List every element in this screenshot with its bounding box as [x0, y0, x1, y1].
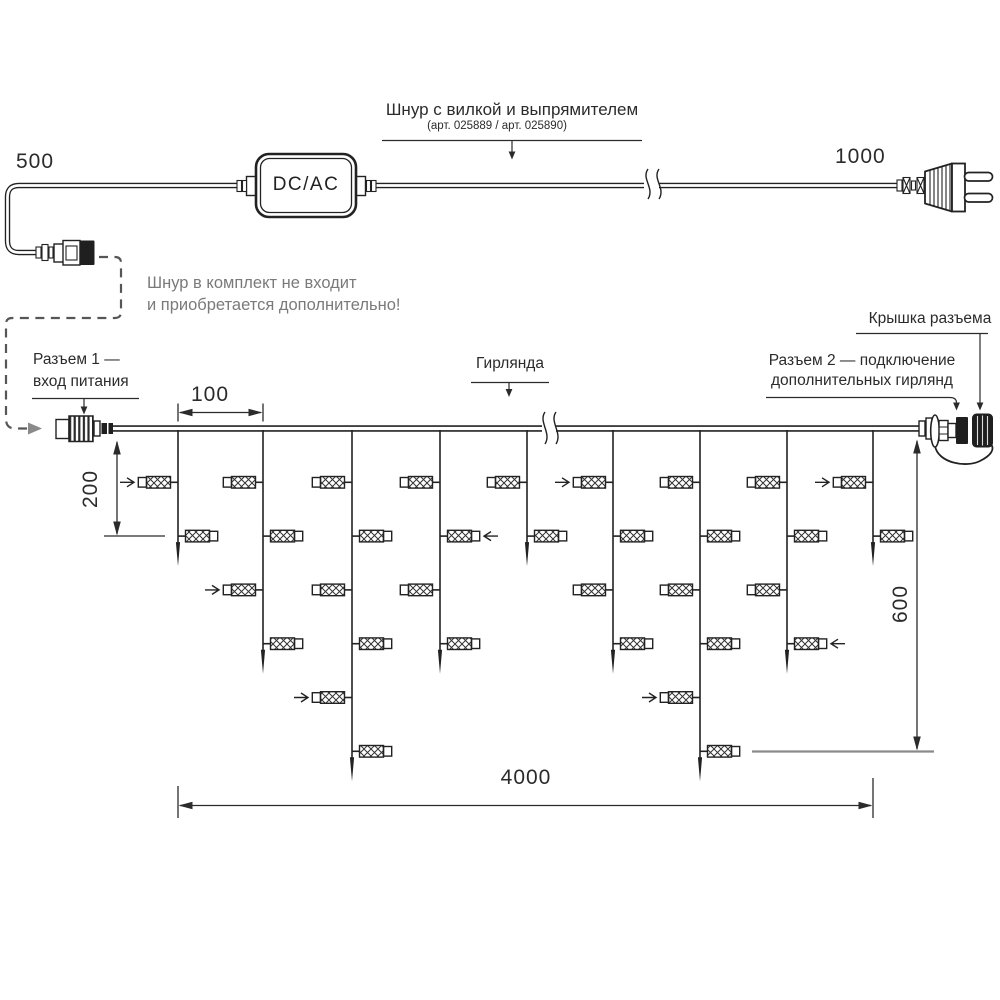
led-bulb: [496, 477, 520, 489]
dim-4000-label: 4000: [500, 766, 552, 789]
bulb-cap: [660, 693, 668, 703]
bulb-cap: [312, 478, 320, 488]
led-bulb: [669, 584, 693, 596]
led-bulb: [448, 638, 472, 650]
flash-arrow-icon: [120, 478, 134, 487]
cord-note-line2: и приобретается дополнительно!: [147, 296, 401, 314]
dim-200-label: 200: [79, 469, 102, 509]
led-bulb: [582, 477, 606, 489]
bulb-cap: [660, 478, 668, 488]
led-bulb: [669, 692, 693, 704]
led-bulb: [708, 746, 732, 758]
connector-cap: [972, 414, 993, 448]
bulb-cap: [400, 478, 408, 488]
wire-break-icon: [543, 412, 558, 444]
led-bulb: [621, 530, 645, 542]
garland-drop: [487, 430, 566, 566]
cord-subtitle: (арт. 025889 / арт. 025890): [427, 120, 567, 132]
cord-title: Шнур с вилкой и выпрямителем: [385, 100, 639, 119]
flash-arrow-icon: [642, 693, 656, 702]
power-cord-connector: [36, 241, 95, 266]
led-bulb: [186, 530, 210, 542]
bulb-cap: [400, 585, 408, 595]
led-bulb: [795, 638, 819, 650]
bulb-cap: [573, 585, 581, 595]
led-bulb: [321, 584, 345, 596]
led-bulb: [409, 477, 433, 489]
garland-drop: [400, 430, 498, 674]
bulb-cap: [384, 639, 392, 649]
drop-tip: [176, 542, 180, 566]
bulb-cap: [384, 747, 392, 757]
bulb-cap: [472, 639, 480, 649]
led-bulb: [881, 530, 905, 542]
bulb-cap: [472, 531, 480, 541]
bulb-cap: [295, 531, 303, 541]
converter-label: DC/AC: [272, 174, 340, 195]
bulb-cap: [645, 531, 653, 541]
bulb-cap: [732, 531, 740, 541]
garland-drop: [815, 430, 913, 566]
garland-drop: [120, 430, 218, 566]
bulb-cap: [905, 531, 913, 541]
bulb-cap: [295, 639, 303, 649]
flash-arrow-icon: [831, 639, 845, 648]
connector-2: [919, 414, 993, 465]
led-bulb: [147, 477, 171, 489]
bulb-cap: [819, 639, 827, 649]
garland-drop: [294, 430, 392, 781]
drop-tip: [698, 757, 702, 781]
bulb-cap: [660, 585, 668, 595]
dim-100-label: 100: [190, 383, 230, 406]
bulb-cap: [645, 639, 653, 649]
connector-1: [56, 416, 113, 442]
drop-tip: [525, 542, 529, 566]
garland-drop: [205, 430, 303, 674]
drop-tip: [785, 650, 789, 674]
flash-arrow-icon: [484, 532, 498, 541]
bulb-cap: [223, 585, 231, 595]
connection-dashed-path: [6, 257, 121, 435]
garland-drop: [642, 430, 740, 781]
led-bulb: [232, 584, 256, 596]
cap-label: Крышка разъема: [868, 310, 992, 327]
garland-label: Гирлянда: [476, 355, 544, 372]
garland-drops: [120, 430, 913, 781]
bulb-cap: [384, 531, 392, 541]
bulb-cap: [732, 639, 740, 649]
garland-drop: [555, 430, 653, 674]
led-bulb: [582, 584, 606, 596]
flash-arrow-icon: [555, 478, 569, 487]
led-bulb: [535, 530, 559, 542]
bulb-cap: [747, 478, 755, 488]
led-bulb: [842, 477, 866, 489]
bulb-cap: [833, 478, 841, 488]
led-bulb: [409, 584, 433, 596]
bulb-cap: [573, 478, 581, 488]
garland-drop: [747, 430, 845, 674]
drop-tip: [438, 650, 442, 674]
bulb-cap: [559, 531, 567, 541]
bulb-cap: [210, 531, 218, 541]
gray-arrow-icon: [28, 423, 42, 435]
bulb-cap: [138, 478, 146, 488]
drop-tip: [350, 757, 354, 781]
led-bulb: [621, 638, 645, 650]
bulb-cap: [732, 747, 740, 757]
cord-note-line1: Шнур в комплект не входит: [147, 274, 357, 292]
led-bulb: [448, 530, 472, 542]
drop-tip: [611, 650, 615, 674]
connector1-label-line2: вход питания: [33, 373, 129, 390]
dim-1000-label: 1000: [835, 145, 886, 168]
led-bulb: [360, 746, 384, 758]
bulb-cap: [747, 585, 755, 595]
drop-tip: [261, 650, 265, 674]
flash-arrow-icon: [294, 693, 308, 702]
flash-arrow-icon: [815, 478, 829, 487]
led-bulb: [795, 530, 819, 542]
flash-arrow-icon: [205, 585, 219, 594]
connector2-label-line2: дополнительных гирлянд: [771, 372, 953, 389]
led-bulb: [708, 638, 732, 650]
led-bulb: [321, 477, 345, 489]
drop-tip: [871, 542, 875, 566]
bulb-cap: [312, 585, 320, 595]
bulb-cap: [819, 531, 827, 541]
led-bulb: [271, 638, 295, 650]
cable-break-icon: [646, 169, 661, 199]
led-bulb: [360, 638, 384, 650]
led-bulb: [271, 530, 295, 542]
bulb-cap: [223, 478, 231, 488]
led-bulb: [669, 477, 693, 489]
dim-500-label: 500: [16, 150, 55, 173]
led-bulb: [756, 584, 780, 596]
power-cord-cable: [8, 186, 900, 253]
mains-plug: [897, 164, 993, 212]
dim-600-label: 600: [889, 584, 912, 624]
bulb-cap: [487, 478, 495, 488]
led-bulb: [756, 477, 780, 489]
connector2-label-line1: Разъем 2 — подключение: [768, 352, 956, 369]
led-bulb: [360, 530, 384, 542]
led-bulb: [232, 477, 256, 489]
led-bulb: [708, 530, 732, 542]
connector1-label-line1: Разъем 1 —: [33, 351, 120, 368]
bulb-cap: [312, 693, 320, 703]
led-bulb: [321, 692, 345, 704]
